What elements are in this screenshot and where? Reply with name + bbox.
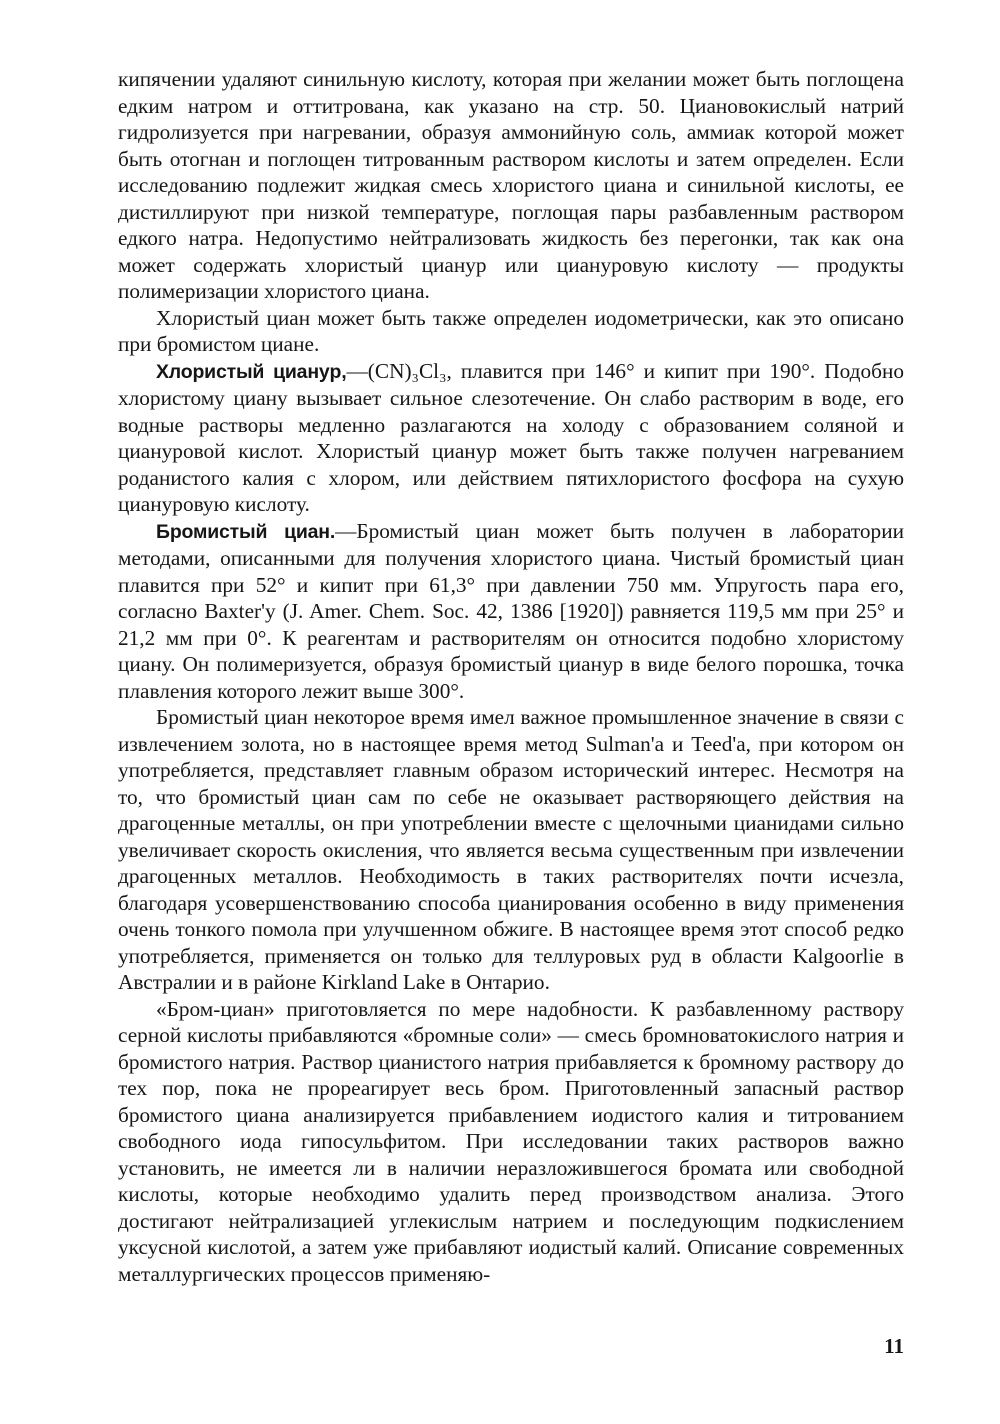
paragraph-5 xyxy=(118,704,904,996)
paragraph-2-text: Хлористый циан может быть также определен иодометрически, как это описано при бромистом циане. xyxy=(118,305,904,356)
paragraph-6 xyxy=(118,996,904,1288)
page-body xyxy=(118,66,904,1287)
paragraph-6-text: «Бром-циан» приготовляется по мере надобности. К разбавленному раствору серной кислоты прибавляются «бромные соли» — смесь бромноватокислого натрия и бромистого натрия. Раствор цианистого натрия прибавляется к бромному раствору до тех пор, пока не прореагирует весь бром. Приготовленный запасный раствор бромистого циана анализируется прибавлением иодистого калия и титрованием свободного иода гипосульфитом. При исследовании таких растворов важно установить, не имеется ли в наличии неразложившегося бромата или свободной кислоты, которые необходимо удалить перед производством анализа. Этого достигают нейтрализацией углекислым натрием и последующим подкислением уксусной кислотой, а затем уже прибавляют иодистый калий. Описание современных металлургических процессов применяю- xyxy=(118,996,904,1286)
paragraph-1-text: кипячении удаляют синильную кислоту, которая при желании может быть поглощена едким натром и оттитрована, как указано на стр. 50. Циановокислый натрий гидролизуется при нагревании, образуя аммонийную соль, аммиак которой может быть отогнан и поглощен титрованным раствором кислоты и затем определен. Если исследованию подлежит жидкая смесь хлористого циана и синильной кислоты, ее дистиллируют при низкой температуре, поглощая пары разбавленным раствором едкого натра. Недопустимо нейтрализовать жидкость без перегонки, так как она может содержать хлористый циануp или циануровую кислоту — продукты полимеризации хлористого циана. xyxy=(118,67,904,303)
paragraph-4-text: —Бромистый циан может быть получен в лаборатории методами, описанными для получения хлористого циана. Чистый бромистый циан плавится при 52° и кипит при 61,3° при давлении 750 мм. Упругость пара его, согласно Baxter'у (J. Amer. Chem. Soc. 42, 1386 [1920]) равняется 119,5 мм при 25° и 21,2 мм при 0°. К реагентам и растворителям он относится подобно хлористому циану. Он полимеризуется, образуя бромистый циануp в виде белого порошка, точка плавления которого лежит выше 300°. xyxy=(118,518,905,703)
paragraph-3 xyxy=(118,358,904,518)
term-chloro-cyanur: Хлористый циануp, xyxy=(156,360,347,383)
paragraph-1 xyxy=(118,66,904,305)
paragraph-2 xyxy=(118,305,904,358)
paragraph-3-text: —(CN)₃Cl₃, плавится при 146° и кипит при 190°. Подобно хлористому циану вызывает сильное слезотечение. Он слабо растворим в воде, его водные растворы медленно разлагаются на холоду с образованием соляной и циануровой кислот. Хлористый циануp может быть также получен нагреванием роданистого калия с хлором, или действием пятихлористого фосфора на сухую циануровую кислоту. xyxy=(118,358,904,516)
page-number: 11 xyxy=(884,1334,904,1358)
paragraph-5-text: Бромистый циан некоторое время имел важное промышленное значение в связи с извлечением золота, но в настоящее время метод Sulman'a и Teed'a, при котором он употребляется, представляет главным образом исторический интерес. Несмотря на то, что бромистый циан сам по себе не оказывает растворяющего действия на драгоценные металлы, он при употреблении вместе с щелочными цианидами сильно увеличивает скорость окисления, что является весьма существенным при извлечении драгоценных металлов. Необходимость в таких растворителях почти исчезла, благодаря усовершенствованию способа цианирования особенно в виду применения очень тонкого помола при улучшенном обжиге. В настоящее время этот способ редко употребляется, применяется он только для теллуровых руд в области Kalgoorlie в Австралии и в районе Kirkland Lake в Онтарио. xyxy=(118,705,904,994)
term-bromo-cyan: Бромистый циан. xyxy=(156,520,336,543)
paragraph-4 xyxy=(118,518,904,705)
